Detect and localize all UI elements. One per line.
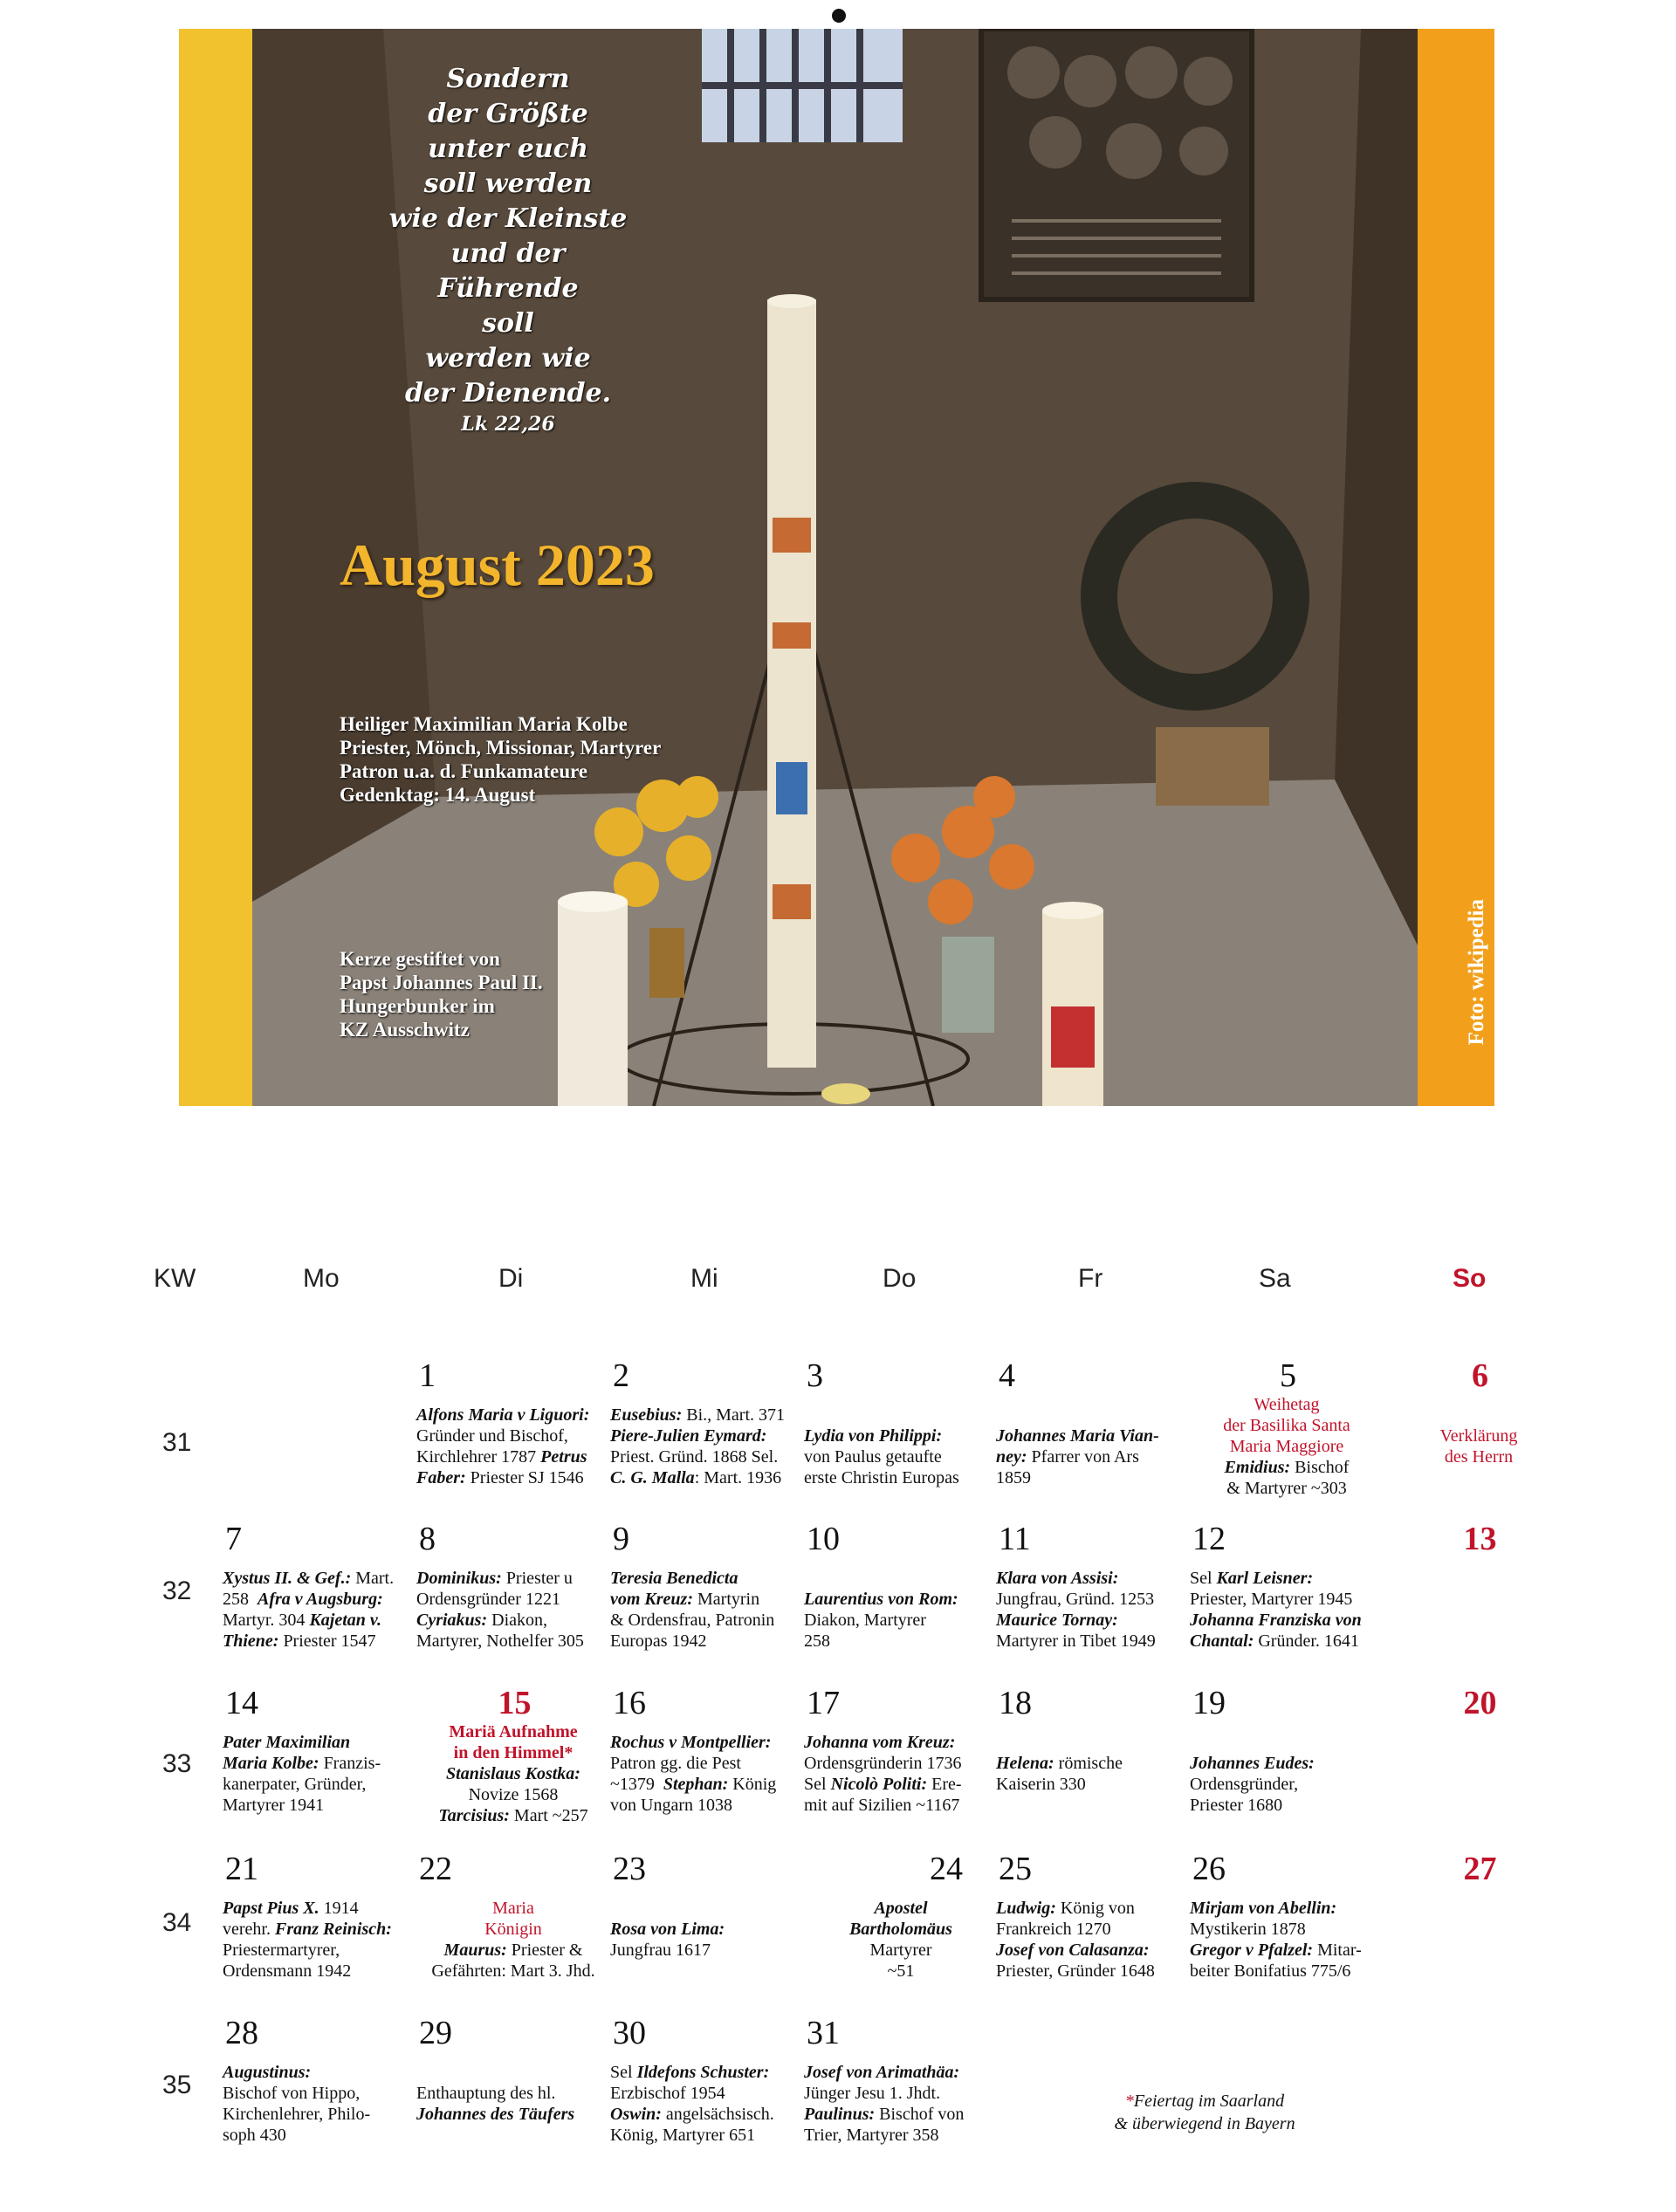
day-text: Mirjam von Abellin: bbox=[1190, 1899, 1337, 1918]
day-cell bbox=[1382, 1685, 1576, 1732]
day-number: 19 bbox=[1192, 1685, 1226, 1721]
day-number: 23 bbox=[613, 1851, 646, 1887]
verse-line: unter euch bbox=[428, 134, 588, 164]
day-cell bbox=[610, 1357, 804, 1488]
day-text: Sel Ildefons Schuster: bbox=[610, 2063, 770, 2082]
day-cell bbox=[610, 1521, 804, 1652]
feast-text: Maria Maggiore bbox=[1229, 1437, 1344, 1456]
day-cell bbox=[1382, 1521, 1576, 1568]
saint-line: Gedenktag: 14. August bbox=[340, 784, 536, 806]
day-number: 6 bbox=[1472, 1357, 1488, 1394]
week-number: 31 bbox=[162, 1428, 192, 1457]
day-cell bbox=[416, 1851, 610, 1982]
day-text: Tarcisius: Mart ~257 bbox=[438, 1806, 588, 1825]
day-number: 30 bbox=[613, 2015, 646, 2051]
candle-line: Kerze gestiftet von bbox=[340, 948, 500, 970]
day-text: ~51 bbox=[887, 1961, 915, 1981]
saint-line: Patron u.a. d. Funkamateure bbox=[340, 760, 588, 782]
feast-text: Königin bbox=[484, 1920, 542, 1939]
day-text: Alfons Maria v Liguori: bbox=[416, 1405, 590, 1425]
day-number: 7 bbox=[225, 1521, 242, 1557]
day-text: Ordensmann 1942 bbox=[223, 1961, 352, 1981]
day-text: Jünger Jesu 1. Jhdt. bbox=[804, 2084, 941, 2103]
week-number: 32 bbox=[162, 1577, 192, 1605]
saint-caption bbox=[340, 712, 661, 807]
day-number: 11 bbox=[999, 1521, 1031, 1557]
day-number: 21 bbox=[225, 1851, 258, 1887]
day-text: Enthauptung des hl. bbox=[416, 2084, 556, 2103]
day-text: Bischof von Hippo, bbox=[223, 2084, 361, 2103]
day-text: 258 bbox=[804, 1632, 830, 1651]
day-cell bbox=[416, 1685, 610, 1826]
day-text: Papst Pius X. 1914 bbox=[223, 1899, 359, 1918]
day-number: 1 bbox=[419, 1357, 436, 1394]
footnote-star: * bbox=[1124, 2092, 1134, 2111]
day-text: Sel Karl Leisner: bbox=[1190, 1569, 1314, 1588]
feast-text: der Basilika Santa bbox=[1223, 1416, 1350, 1435]
header-mi: Mi bbox=[690, 1264, 718, 1293]
day-cell bbox=[610, 1851, 804, 1961]
day-text: Dominikus: Priester u bbox=[416, 1569, 573, 1588]
verse-reference: Lk 22,26 bbox=[461, 413, 555, 436]
candle-caption bbox=[340, 947, 543, 1041]
day-cell bbox=[1190, 1851, 1384, 1982]
day-cell bbox=[223, 1851, 416, 1982]
header-so: So bbox=[1453, 1264, 1487, 1293]
day-text: Xystus II. & Gef.: Mart. bbox=[223, 1569, 395, 1588]
verse-line: und der bbox=[450, 238, 566, 269]
candle-line: Hungerbunker im bbox=[340, 995, 495, 1017]
day-cell bbox=[610, 1685, 804, 1816]
week-number: 33 bbox=[162, 1749, 192, 1778]
verse-line: soll bbox=[482, 308, 534, 339]
day-text: Diakon, Martyrer bbox=[804, 1611, 926, 1630]
day-text: ney: Pfarrer von Ars bbox=[996, 1447, 1139, 1467]
day-text: von Ungarn 1038 bbox=[610, 1796, 732, 1815]
day-text: Rosa von Lima: bbox=[610, 1920, 725, 1939]
day-text: Maurus: Priester & bbox=[443, 1941, 583, 1960]
day-text: Gefährten: Mart 3. Jhd. bbox=[431, 1961, 595, 1981]
day-text: Ordensgründer, bbox=[1190, 1775, 1299, 1794]
photo-credit: Foto: wikipedia bbox=[1465, 898, 1488, 1045]
day-text: Oswin: angelsächsisch. bbox=[610, 2105, 774, 2124]
day-text: 1859 bbox=[996, 1468, 1031, 1487]
day-cell bbox=[804, 1851, 998, 1982]
day-text: Ordensgründer 1221 bbox=[416, 1590, 560, 1609]
day-number: 10 bbox=[807, 1521, 840, 1557]
header-do: Do bbox=[883, 1264, 917, 1293]
day-text: Cyriakus: Diakon, bbox=[416, 1611, 548, 1630]
day-number: 15 bbox=[498, 1685, 532, 1721]
day-text: Johanna Franziska von bbox=[1190, 1611, 1362, 1630]
header-sa: Sa bbox=[1259, 1264, 1291, 1293]
left-color-band bbox=[179, 29, 252, 1106]
day-text: soph 430 bbox=[223, 2126, 286, 2145]
day-cell bbox=[804, 1521, 998, 1652]
day-number: 16 bbox=[613, 1685, 646, 1721]
day-number: 26 bbox=[1192, 1851, 1226, 1887]
day-number: 5 bbox=[1280, 1357, 1296, 1394]
day-number: 4 bbox=[999, 1357, 1015, 1394]
day-cell bbox=[223, 1521, 416, 1652]
day-text: vom Kreuz: Martyrin bbox=[610, 1590, 760, 1609]
feast-text: Maria bbox=[492, 1899, 534, 1918]
day-text: Eusebius: Bi., Mart. 371 bbox=[610, 1405, 786, 1425]
day-text: Pater Maximilian bbox=[223, 1733, 351, 1752]
day-cell bbox=[804, 2015, 998, 2146]
day-text: Frankreich 1270 bbox=[996, 1920, 1111, 1939]
day-text: Johanna vom Kreuz: bbox=[804, 1733, 956, 1752]
day-text: Chantal: Gründer. 1641 bbox=[1190, 1632, 1359, 1651]
day-text: Martyrer, Nothelfer 305 bbox=[416, 1632, 584, 1651]
day-number: 31 bbox=[807, 2015, 840, 2051]
day-text: Thiene: Priester 1547 bbox=[223, 1632, 376, 1651]
day-text: Martyrer in Tibet 1949 bbox=[996, 1632, 1156, 1651]
day-text: Stanislaus Kostka: bbox=[446, 1764, 580, 1783]
footnote bbox=[1074, 2090, 1336, 2135]
day-text: Josef von Calasanza: bbox=[996, 1941, 1150, 1960]
day-text: Patron gg. die Pest bbox=[610, 1754, 741, 1773]
day-text: Kirchenlehrer, Philo- bbox=[223, 2105, 371, 2124]
day-text: Teresia Benedicta bbox=[610, 1569, 738, 1588]
day-text: König, Martyrer 651 bbox=[610, 2126, 756, 2145]
day-text: Kaiserin 330 bbox=[996, 1775, 1086, 1794]
feast-text: des Herrn bbox=[1444, 1447, 1514, 1467]
day-text: Johannes des Täufers bbox=[416, 2105, 575, 2124]
day-text: Jungfrau, Gründ. 1253 bbox=[996, 1590, 1155, 1609]
day-cell bbox=[804, 1357, 998, 1488]
day-cell bbox=[223, 1685, 416, 1816]
day-text: Emidius: Bischof bbox=[1224, 1458, 1350, 1477]
day-text: ~1379 Stephan: König bbox=[610, 1775, 777, 1794]
day-text: C. G. Malla: Mart. 1936 bbox=[610, 1468, 782, 1487]
day-text: Trier, Martyrer 358 bbox=[804, 2126, 939, 2145]
day-cell bbox=[223, 2015, 416, 2146]
day-text: Gregor v Pfalzel: Mitar- bbox=[1190, 1941, 1362, 1960]
day-text: Priester, Gründer 1648 bbox=[996, 1961, 1155, 1981]
day-text: 258 Afra v Augsburg: bbox=[223, 1590, 383, 1609]
day-text: Faber: Priester SJ 1546 bbox=[416, 1468, 584, 1487]
day-text: Klara von Assisi: bbox=[996, 1569, 1119, 1588]
saint-line: Heiliger Maximilian Maria Kolbe bbox=[340, 713, 628, 735]
footnote-line: Feiertag im Saarland bbox=[1133, 2092, 1285, 2111]
day-cell bbox=[996, 1685, 1190, 1795]
day-text: Martyrer 1941 bbox=[223, 1796, 325, 1815]
day-cell bbox=[416, 1357, 610, 1488]
day-text: Laurentius von Rom: bbox=[804, 1590, 958, 1609]
verse-line: Sondern bbox=[446, 64, 570, 94]
day-number: 22 bbox=[419, 1851, 452, 1887]
day-cell bbox=[996, 1851, 1190, 1982]
day-text: Paulinus: Bischof von bbox=[804, 2105, 965, 2124]
day-cell bbox=[1190, 1521, 1384, 1652]
photo-scene bbox=[252, 29, 1418, 1106]
feast-text: Mariä Aufnahme bbox=[449, 1722, 578, 1741]
cover-photo bbox=[179, 29, 1494, 1106]
day-text: Josef von Arimathäa: bbox=[804, 2063, 960, 2082]
day-text: Mystikerin 1878 bbox=[1190, 1920, 1306, 1939]
day-number: 25 bbox=[999, 1851, 1032, 1887]
day-number: 2 bbox=[613, 1357, 629, 1394]
day-number: 9 bbox=[613, 1521, 629, 1557]
day-text: Bartholomäus bbox=[849, 1920, 952, 1939]
day-text: & Ordensfrau, Patronin bbox=[610, 1611, 775, 1630]
day-text: Maria Kolbe: Franzis- bbox=[223, 1754, 381, 1773]
week-number: 35 bbox=[162, 2071, 192, 2099]
day-number: 28 bbox=[225, 2015, 258, 2051]
header-kw: KW bbox=[154, 1264, 196, 1293]
header-mo: Mo bbox=[303, 1264, 340, 1293]
day-text: Johannes Eudes: bbox=[1190, 1754, 1315, 1773]
day-text: Augustinus: bbox=[223, 2063, 312, 2082]
day-text: Martyr. 304 Kajetan v. bbox=[223, 1611, 382, 1630]
day-text: Lydia von Philippi: bbox=[804, 1426, 943, 1446]
day-text: Johannes Maria Vian- bbox=[996, 1426, 1159, 1446]
day-text: kanerpater, Gründer, bbox=[223, 1775, 367, 1794]
month-title: August 2023 bbox=[340, 532, 655, 598]
day-text: Helena: römische bbox=[996, 1754, 1123, 1773]
day-text: Priester, Martyrer 1945 bbox=[1190, 1590, 1353, 1609]
verse-line: werden wie bbox=[425, 343, 591, 374]
day-text: Martyrer bbox=[869, 1941, 932, 1960]
saint-line: Priester, Mönch, Missionar, Martyrer bbox=[340, 737, 662, 759]
week-number: 34 bbox=[162, 1908, 192, 1937]
day-text: & Martyrer ~303 bbox=[1226, 1479, 1347, 1498]
day-text: Maurice Tornay: bbox=[996, 1611, 1118, 1630]
day-cell bbox=[1190, 1685, 1384, 1816]
day-text: erste Christin Europas bbox=[804, 1468, 959, 1487]
day-text: Priest. Gründ. 1868 Sel. bbox=[610, 1447, 779, 1467]
candle-line: KZ Ausschwitz bbox=[340, 1019, 470, 1041]
day-cell bbox=[416, 1521, 610, 1652]
feast-text: Verklärung bbox=[1439, 1426, 1518, 1446]
day-text: Kirchlehrer 1787 Petrus bbox=[416, 1447, 587, 1467]
day-number: 18 bbox=[999, 1685, 1032, 1721]
footnote-line: & überwiegend in Bayern bbox=[1114, 2114, 1295, 2133]
verse-line: soll werden bbox=[423, 168, 593, 199]
day-number: 12 bbox=[1192, 1521, 1226, 1557]
day-text: Ludwig: König von bbox=[996, 1899, 1135, 1918]
header-di: Di bbox=[498, 1264, 524, 1293]
day-number: 3 bbox=[807, 1357, 823, 1394]
feast-text: Weihetag bbox=[1254, 1395, 1320, 1414]
day-number: 17 bbox=[807, 1685, 840, 1721]
day-text: Jungfrau 1617 bbox=[610, 1941, 711, 1960]
day-cell bbox=[1382, 1851, 1576, 1898]
candle-line: Papst Johannes Paul II. bbox=[340, 972, 543, 993]
day-cell bbox=[1190, 1357, 1384, 1499]
day-text: von Paulus getaufte bbox=[804, 1447, 942, 1467]
right-color-band bbox=[1418, 29, 1494, 1106]
day-text: Priestermartyrer, bbox=[223, 1941, 340, 1960]
day-text: Priester 1680 bbox=[1190, 1796, 1283, 1815]
day-text: Sel Nicolò Politi: Ere- bbox=[804, 1775, 962, 1794]
day-number: 20 bbox=[1463, 1685, 1497, 1721]
day-text: beiter Bonifatius 775/6 bbox=[1190, 1961, 1351, 1981]
day-cell bbox=[804, 1685, 998, 1816]
verse-line: der Größte bbox=[428, 99, 588, 129]
day-text: verehr. Franz Reinisch: bbox=[223, 1920, 392, 1939]
day-text: Erzbischof 1954 bbox=[610, 2084, 725, 2103]
day-text: Piere-Julien Eymard: bbox=[610, 1426, 767, 1446]
header-fr: Fr bbox=[1078, 1264, 1103, 1293]
day-text: Gründer und Bischof, bbox=[416, 1426, 568, 1446]
day-number: 8 bbox=[419, 1521, 436, 1557]
day-cell bbox=[996, 1521, 1190, 1652]
day-cell bbox=[416, 2015, 610, 2125]
hanging-hole bbox=[832, 9, 846, 23]
day-text: Apostel bbox=[874, 1899, 928, 1918]
verse-line: Führende bbox=[437, 273, 579, 304]
day-number: 14 bbox=[225, 1685, 258, 1721]
day-number: 24 bbox=[930, 1851, 963, 1887]
day-text: mit auf Sizilien ~1167 bbox=[804, 1796, 960, 1815]
day-number: 29 bbox=[419, 2015, 452, 2051]
day-cell bbox=[1382, 1357, 1576, 1467]
day-text: Rochus v Montpellier: bbox=[610, 1733, 772, 1752]
day-number: 27 bbox=[1463, 1851, 1497, 1887]
bible-verse bbox=[364, 62, 652, 437]
feast-text: in den Himmel* bbox=[453, 1743, 574, 1762]
day-number: 13 bbox=[1463, 1521, 1497, 1557]
day-cell bbox=[996, 1357, 1190, 1488]
day-text: Europas 1942 bbox=[610, 1632, 707, 1651]
day-cell bbox=[610, 2015, 804, 2146]
day-text: Novize 1568 bbox=[468, 1785, 559, 1804]
day-text: Ordensgründerin 1736 bbox=[804, 1754, 962, 1773]
verse-line: wie der Kleinste bbox=[388, 203, 628, 234]
verse-line: der Dienende. bbox=[404, 378, 612, 409]
